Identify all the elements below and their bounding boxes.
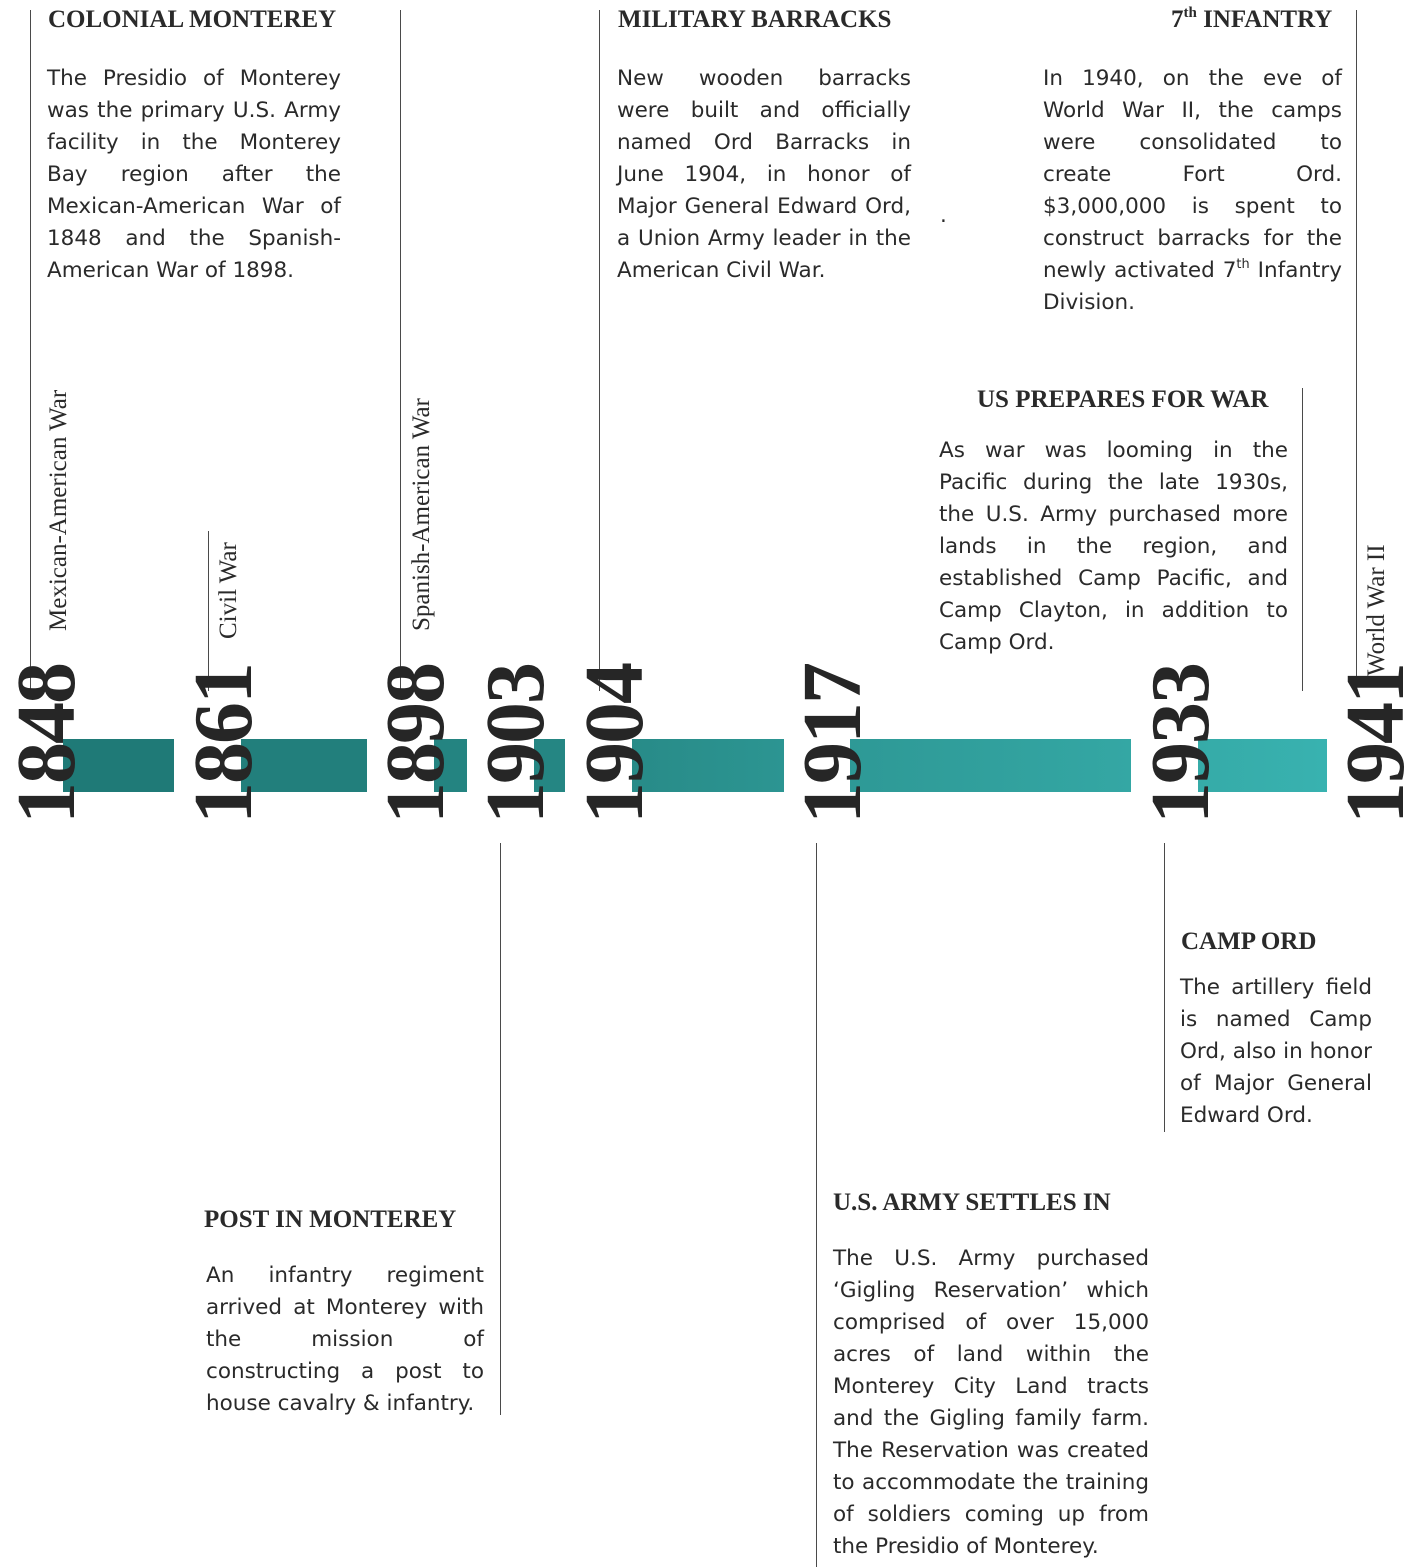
- year-1898: 1898: [369, 664, 462, 824]
- connector-1848: [30, 10, 31, 691]
- event-title-army-settles-in: U.S. ARMY SETTLES IN: [833, 1189, 1111, 1216]
- event-text-us-prepares: As war was looming in the Pacific during the late 1930s, the U.S. Army purchased more lands in the region, and established Camp Pacific, and Camp Clayton, in addition to Camp Ord.: [939, 438, 1288, 655]
- event-text-colonial-monterey: The Presidio of Monterey was the primary U.S. Army facility in the Monterey Bay region after the Mexican-American War of 1848 and the Spanish-American War of 1898.: [47, 66, 341, 283]
- event-title-us-prepares: US PREPARES FOR WAR: [977, 386, 1269, 413]
- year-1904: 1904: [568, 664, 661, 824]
- event-title-camp-ord: CAMP ORD: [1181, 928, 1317, 955]
- event-title-colonial-monterey: COLONIAL MONTEREY: [48, 6, 337, 33]
- connector-1917: [816, 843, 817, 1567]
- year-1861: 1861: [177, 664, 270, 824]
- year-1903: 1903: [469, 664, 562, 824]
- war-label-civil: Civil War: [215, 542, 242, 639]
- connector-1898: [400, 10, 401, 691]
- event-text-camp-ord: The artillery field is named Camp Ord, also in honor of Major General Edward Ord.: [1180, 975, 1372, 1128]
- connector-1933-up: [1302, 388, 1303, 691]
- timeline-segment-6: [850, 739, 1131, 792]
- event-text-army-settles-in: The U.S. Army purchased ‘Gigling Reservation’ which comprised of over 15,000 acres of land within the Monterey City Land tracts and the Gigling family farm. The Reservation was created to accommodate the training of soldiers coming up from the Presidio of Monterey.: [833, 1246, 1149, 1559]
- war-label-world-war-2: World War II: [1363, 544, 1390, 676]
- event-title-post-in-monterey: POST IN MONTEREY: [204, 1206, 457, 1233]
- connector-1941: [1356, 10, 1357, 691]
- year-1941: 1941: [1329, 664, 1422, 824]
- stray-dot: .: [940, 203, 947, 228]
- year-1933: 1933: [1134, 664, 1227, 824]
- war-label-mexican-american: Mexican-American War: [45, 389, 72, 631]
- event-text-post-in-monterey: An infantry regiment arrived at Monterey with the mission of constructing a post to house cavalry & infantry.: [206, 1263, 484, 1416]
- event-text-military-barracks: New wooden barracks were built and officially named Ord Barracks in June 1904, in honor of Major General Edward Ord, a Union Army leader in the American Civil War.: [617, 66, 911, 283]
- connector-1904: [599, 10, 600, 691]
- connector-1933-down: [1164, 843, 1165, 1132]
- year-1848: 1848: [0, 664, 93, 824]
- war-label-spanish-american: Spanish-American War: [408, 398, 435, 631]
- event-text-7th-infantry: In 1940, on the eve of World War II, the camps were consolidated to create Fort Ord. $3,000,000 is spent to construct barracks for the newly activated 7th Infantry Division.: [1043, 66, 1342, 315]
- year-1917: 1917: [786, 664, 879, 824]
- event-title-military-barracks: MILITARY BARRACKS: [618, 6, 892, 33]
- connector-1903: [500, 843, 501, 1415]
- event-title-7th-infantry: 7th INFANTRY: [1171, 4, 1333, 33]
